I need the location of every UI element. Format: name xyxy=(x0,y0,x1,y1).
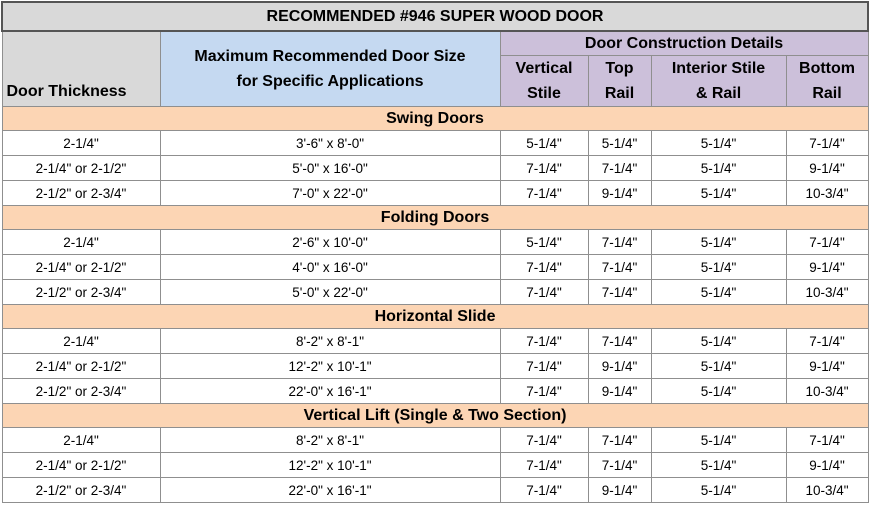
vertical-stile-cell: 7-1/4" xyxy=(500,280,588,305)
table-row xyxy=(2,280,868,305)
door-thickness-cell: 2-1/4" xyxy=(2,428,160,453)
interior-stile-rail-cell: 5-1/4" xyxy=(651,156,786,181)
table-body xyxy=(2,107,868,503)
top-rail-cell: 7-1/4" xyxy=(588,280,651,305)
vertical-stile-cell: 7-1/4" xyxy=(500,379,588,404)
bottom-rail-cell: 7-1/4" xyxy=(786,230,868,255)
max-size-cell: 4'-0" x 16'-0" xyxy=(160,255,500,280)
door-thickness-cell: 2-1/4" xyxy=(2,131,160,156)
header-bottom-rail-line2: Rail xyxy=(812,85,842,102)
bottom-rail-cell: 7-1/4" xyxy=(786,428,868,453)
header-construction-details: Door Construction Details xyxy=(500,31,868,56)
bottom-rail-cell: 7-1/4" xyxy=(786,329,868,354)
max-size-cell: 3'-6" x 8'-0" xyxy=(160,131,500,156)
top-rail-cell: 7-1/4" xyxy=(588,453,651,478)
top-rail-cell: 7-1/4" xyxy=(588,255,651,280)
header-bottom-rail-line1: Bottom xyxy=(799,60,855,77)
header-max-size-line2: for Specific Applications xyxy=(236,73,424,90)
top-rail-cell: 9-1/4" xyxy=(588,379,651,404)
bottom-rail-cell: 9-1/4" xyxy=(786,156,868,181)
header-interior-line1: Interior Stile xyxy=(671,60,766,77)
bottom-rail-cell: 7-1/4" xyxy=(786,131,868,156)
max-size-cell: 12'-2" x 10'-1" xyxy=(160,354,500,379)
door-thickness-cell: 2-1/4" or 2-1/2" xyxy=(2,453,160,478)
interior-stile-rail-cell: 5-1/4" xyxy=(651,181,786,206)
header-door-thickness: Door Thickness xyxy=(2,31,160,107)
vertical-stile-cell: 7-1/4" xyxy=(500,181,588,206)
interior-stile-rail-cell: 5-1/4" xyxy=(651,428,786,453)
max-size-cell: 8'-2" x 8'-1" xyxy=(160,428,500,453)
interior-stile-rail-cell: 5-1/4" xyxy=(651,255,786,280)
bottom-rail-cell: 10-3/4" xyxy=(786,379,868,404)
max-size-cell: 22'-0" x 16'-1" xyxy=(160,478,500,503)
top-rail-cell: 5-1/4" xyxy=(588,131,651,156)
door-thickness-cell: 2-1/4" or 2-1/2" xyxy=(2,255,160,280)
section-title: Folding Doors xyxy=(2,206,868,230)
vertical-stile-cell: 7-1/4" xyxy=(500,354,588,379)
header-vertical-stile-line2: Stile xyxy=(527,85,561,102)
vertical-stile-cell: 7-1/4" xyxy=(500,453,588,478)
vertical-stile-cell: 7-1/4" xyxy=(500,478,588,503)
top-rail-cell: 7-1/4" xyxy=(588,156,651,181)
door-thickness-cell: 2-1/2" or 2-3/4" xyxy=(2,280,160,305)
bottom-rail-cell: 10-3/4" xyxy=(786,280,868,305)
max-size-cell: 5'-0" x 16'-0" xyxy=(160,156,500,181)
top-rail-cell: 9-1/4" xyxy=(588,478,651,503)
door-thickness-cell: 2-1/2" or 2-3/4" xyxy=(2,379,160,404)
door-thickness-cell: 2-1/4" xyxy=(2,230,160,255)
interior-stile-rail-cell: 5-1/4" xyxy=(651,329,786,354)
door-thickness-cell: 2-1/2" or 2-3/4" xyxy=(2,478,160,503)
top-rail-cell: 9-1/4" xyxy=(588,354,651,379)
door-spec-document xyxy=(0,1,868,527)
bottom-rail-cell: 10-3/4" xyxy=(786,181,868,206)
vertical-stile-cell: 7-1/4" xyxy=(500,428,588,453)
header-vertical-stile-line1: Vertical xyxy=(515,60,573,77)
max-size-cell: 12'-2" x 10'-1" xyxy=(160,453,500,478)
bottom-rail-cell: 9-1/4" xyxy=(786,453,868,478)
table-row xyxy=(2,255,868,280)
header-max-size xyxy=(160,31,500,107)
table-row xyxy=(2,428,868,453)
table-row xyxy=(2,379,868,404)
section-title: Swing Doors xyxy=(2,107,868,131)
header-top-rail xyxy=(588,56,651,107)
max-size-cell: 5'-0" x 22'-0" xyxy=(160,280,500,305)
top-rail-cell: 9-1/4" xyxy=(588,181,651,206)
interior-stile-rail-cell: 5-1/4" xyxy=(651,453,786,478)
table-row xyxy=(2,453,868,478)
interior-stile-rail-cell: 5-1/4" xyxy=(651,280,786,305)
header-vertical-stile xyxy=(500,56,588,107)
interior-stile-rail-cell: 5-1/4" xyxy=(651,230,786,255)
vertical-stile-cell: 7-1/4" xyxy=(500,255,588,280)
vertical-stile-cell: 7-1/4" xyxy=(500,156,588,181)
section-row xyxy=(2,107,868,131)
section-title: Horizontal Slide xyxy=(2,305,868,329)
table-row xyxy=(2,478,868,503)
top-rail-cell: 7-1/4" xyxy=(588,428,651,453)
door-thickness-cell: 2-1/2" or 2-3/4" xyxy=(2,181,160,206)
interior-stile-rail-cell: 5-1/4" xyxy=(651,131,786,156)
header-interior-line2: & Rail xyxy=(695,85,742,102)
bottom-rail-cell: 9-1/4" xyxy=(786,255,868,280)
section-row xyxy=(2,206,868,230)
door-spec-table xyxy=(1,1,869,503)
table-row xyxy=(2,181,868,206)
table-row xyxy=(2,156,868,181)
header-top-rail-line1: Top xyxy=(605,60,634,77)
section-row xyxy=(2,404,868,428)
door-thickness-cell: 2-1/4" or 2-1/2" xyxy=(2,354,160,379)
interior-stile-rail-cell: 5-1/4" xyxy=(651,354,786,379)
max-size-cell: 22'-0" x 16'-1" xyxy=(160,379,500,404)
section-row xyxy=(2,305,868,329)
interior-stile-rail-cell: 5-1/4" xyxy=(651,379,786,404)
bottom-rail-cell: 10-3/4" xyxy=(786,478,868,503)
vertical-stile-cell: 5-1/4" xyxy=(500,131,588,156)
header-bottom-rail xyxy=(786,56,868,107)
table-title: RECOMMENDED #946 SUPER WOOD DOOR xyxy=(2,2,868,31)
door-thickness-cell: 2-1/4" or 2-1/2" xyxy=(2,156,160,181)
header-top-rail-line2: Rail xyxy=(604,85,635,102)
table-row xyxy=(2,329,868,354)
max-size-cell: 7'-0" x 22'-0" xyxy=(160,181,500,206)
table-row xyxy=(2,230,868,255)
table-row xyxy=(2,131,868,156)
table-row xyxy=(2,354,868,379)
door-thickness-cell: 2-1/4" xyxy=(2,329,160,354)
vertical-stile-cell: 7-1/4" xyxy=(500,329,588,354)
max-size-cell: 8'-2" x 8'-1" xyxy=(160,329,500,354)
vertical-stile-cell: 5-1/4" xyxy=(500,230,588,255)
top-rail-cell: 7-1/4" xyxy=(588,230,651,255)
max-size-cell: 2'-6" x 10'-0" xyxy=(160,230,500,255)
bottom-rail-cell: 9-1/4" xyxy=(786,354,868,379)
section-title: Vertical Lift (Single & Two Section) xyxy=(2,404,868,428)
header-max-size-line1: Maximum Recommended Door Size xyxy=(194,48,466,65)
top-rail-cell: 7-1/4" xyxy=(588,329,651,354)
header-interior-stile-rail xyxy=(651,56,786,107)
interior-stile-rail-cell: 5-1/4" xyxy=(651,478,786,503)
